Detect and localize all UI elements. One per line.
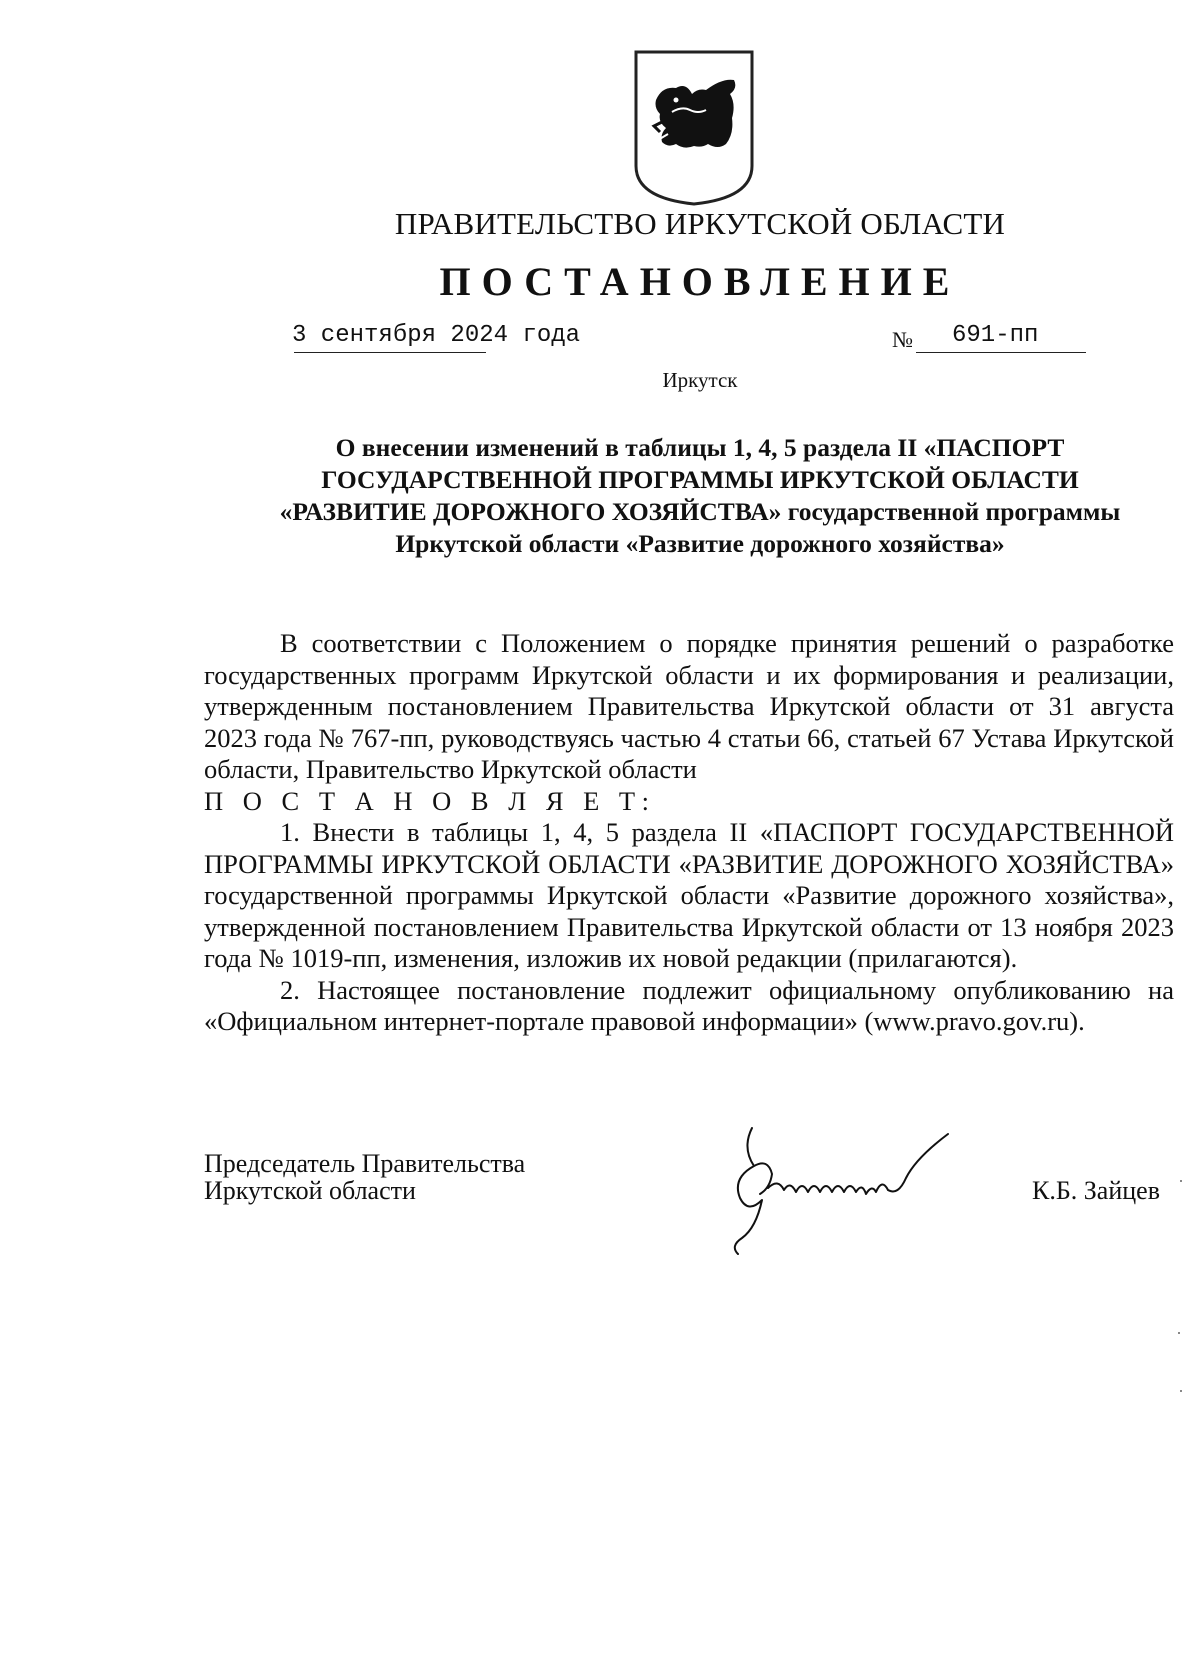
resolve-heading: П О С Т А Н О В Л Я Е Т: xyxy=(204,785,656,816)
document-city: Иркутск xyxy=(662,368,738,392)
subject-line: «РАЗВИТИЕ ДОРОЖНОГО ХОЗЯЙСТВА» государственной программы xyxy=(279,497,1121,526)
document-type: ПОСТАНОВЛЕНИЕ xyxy=(439,259,961,304)
subject-line: ГОСУДАРСТВЕННОЙ ПРОГРАММЫ ИРКУТСКОЙ ОБЛАСТИ xyxy=(321,465,1079,494)
organization-title: ПРАВИТЕЛЬСТВО ИРКУТСКОЙ ОБЛАСТИ xyxy=(394,206,1006,241)
document-number: 691-пп xyxy=(952,322,1039,349)
signatory-title-line: Иркутской области xyxy=(204,1176,416,1205)
scan-speck xyxy=(1178,1332,1180,1334)
subject-line: О внесении изменений в таблицы 1, 4, 5 раздела II «ПАСПОРТ xyxy=(335,433,1065,462)
document-body xyxy=(204,628,1174,1038)
handwritten-signature xyxy=(712,1118,982,1258)
item-2-paragraph: 2. Настоящее постановление подлежит официальному опубликованию на «Официальном интернет-портале правовой информации» (www.pravo.gov.ru). xyxy=(204,974,1174,1036)
signatory-title xyxy=(204,1150,525,1204)
number-underline xyxy=(916,352,1086,353)
preamble-paragraph: В соответствии с Положением о порядке принятия решений о разработке государственных программ Иркутской области и их формирования и реализации, утвержденным постановлением Правительства Иркутской области от 31 августа 2023 года № 767-пп, руководствуясь частью 4 статьи 66, статьей 67 Устава Иркутской области, Правительство Иркутской области xyxy=(204,628,1174,784)
document-subject xyxy=(200,432,1200,560)
date-underline xyxy=(294,352,486,353)
scan-speck xyxy=(1180,1180,1182,1182)
item-1-paragraph: 1. Внести в таблицы 1, 4, 5 раздела II «ПАСПОРТ ГОСУДАРСТВЕННОЙ ПРОГРАММЫ ИРКУТСКОЙ ОБЛАСТИ «РАЗВИТИЕ ДОРОЖНОГО ХОЗЯЙСТВА» государственной программы Иркутской области «Развитие дорожного хозяйства», утвержденной постановлением Правительства Иркутской области от 13 ноября 2023 года № 1019-пп, изменения, изложив их новой редакции (прилагаются). xyxy=(204,817,1174,973)
number-sign: № xyxy=(892,327,913,352)
signatory-title-line: Председатель Правительства xyxy=(204,1149,526,1178)
scan-speck xyxy=(1180,1390,1182,1392)
document-date: 3 сентября 2024 года xyxy=(292,322,581,349)
subject-line: Иркутской области «Развитие дорожного хозяйства» xyxy=(395,529,1005,558)
coat-of-arms-icon xyxy=(632,48,756,208)
signatory-name: К.Б. Зайцев xyxy=(1032,1176,1160,1205)
